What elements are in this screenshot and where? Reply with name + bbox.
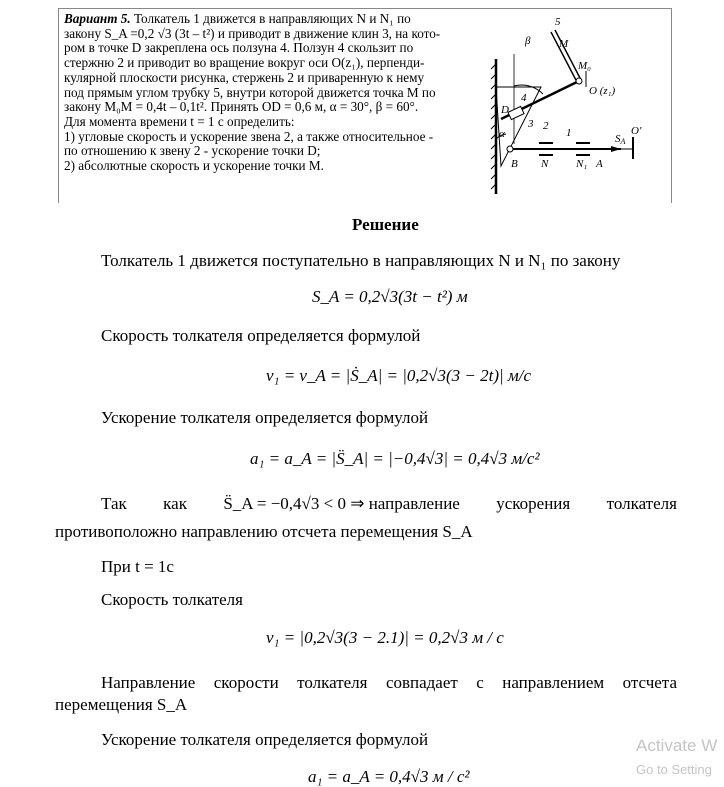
task-line: стержню 2 и приводит во вращение вокруг оси O(z₁), перпенди-	[64, 55, 425, 71]
word: S̈_A = −0,4√3 < 0 ⇒ направление	[223, 494, 460, 513]
formula-displacement: S_A = 0,2√3(3t − t²) м	[312, 287, 468, 306]
svg-text:N₁: N₁	[576, 158, 588, 170]
word: Так	[101, 494, 127, 513]
paragraph-justified	[101, 673, 677, 693]
task-line: по отношению к звену 2 - ускорение точки D;	[64, 143, 321, 159]
svg-text:3: 3	[528, 118, 534, 130]
svg-text:5: 5	[555, 16, 561, 28]
svg-text:1: 1	[566, 127, 572, 139]
paragraph: перемещения S_A	[55, 695, 188, 714]
task-line: ром в точке D закреплена ось ползуна 4. Ползун 4 скользит по	[64, 40, 414, 56]
task-line: под прямым углом трубку 5, внутри которой движется точка М по	[64, 84, 436, 100]
task-line: кулярной плоскости рисунка, стержень 2 и приваренную к нему	[64, 69, 425, 85]
word: направлением	[502, 673, 605, 692]
word: как	[163, 494, 187, 513]
task-line: 2) абсолютные скорость и ускорение точки M.	[64, 158, 324, 174]
mechanism-figure	[471, 9, 671, 199]
paragraph: Ускорение толкателя определяется формулой	[101, 730, 429, 749]
word: скорости	[213, 673, 279, 692]
task-line: 1) угловые скорость и ускорение звена 2, а также относительное -	[64, 128, 434, 144]
svg-text:N: N	[541, 158, 549, 170]
svg-text:O (z₁): O (z₁)	[589, 85, 616, 97]
activation-watermark-subtitle[interactable]: Go to Setting	[636, 762, 712, 777]
task-title: Вариант 5.	[64, 11, 131, 26]
activation-watermark-title: Activate W	[636, 736, 718, 755]
svg-text:2: 2	[543, 120, 549, 132]
word: отсчета	[622, 673, 677, 692]
solution-heading: Решение	[352, 215, 419, 234]
task-text	[64, 12, 474, 174]
svg-text:α: α	[499, 128, 505, 140]
svg-text:B: B	[511, 158, 518, 170]
paragraph-justified	[101, 494, 677, 514]
task-line: закону M₀M = 0,4t – 0,1t². Принять OD = 0,6 м, α = 30°, β = 60°.	[64, 99, 419, 115]
svg-text:D: D	[501, 104, 509, 116]
paragraph: При t = 1c	[101, 557, 174, 576]
formula-acceleration-value: a₁ = a_A = 0,4√3 м / c²	[308, 767, 470, 786]
svg-text:O': O'	[631, 125, 642, 137]
svg-text:β: β	[525, 35, 531, 47]
task-line: Толкатель 1 движется в направляющих N и N₁ по	[133, 11, 411, 26]
task-box	[58, 8, 672, 203]
word: толкателя	[297, 673, 368, 692]
formula-velocity: v₁ = v_A = |Ṡ_A| = |0,2√3(3 − 2t)| м/с	[266, 366, 532, 385]
word: Направление	[101, 673, 196, 692]
svg-text:M₀: M₀	[578, 60, 591, 72]
paragraph: Скорость толкателя определяется формулой	[101, 326, 421, 345]
word: с	[476, 673, 484, 692]
paragraph: Толкатель 1 движется поступательно в направляющих N и N₁ по закону	[101, 251, 621, 270]
task-line: Для момента времени t = 1 c определить:	[64, 113, 295, 129]
formula-velocity-value: v₁ = |0,2√3(3 − 2.1)| = 0,2√3 м / c	[266, 628, 504, 647]
word: совпадает	[385, 673, 458, 692]
svg-text:A: A	[596, 158, 603, 170]
svg-text:4: 4	[521, 92, 527, 104]
paragraph: Скорость толкателя	[101, 590, 243, 609]
paragraph: Ускорение толкателя определяется формулой	[101, 408, 429, 427]
task-line: закону S_A =0,2 √3 (3t – t²) и приводит в движение клин 3, на кото-	[64, 25, 441, 41]
svg-text:M: M	[559, 38, 569, 50]
svg-text:SA: SA	[615, 133, 626, 146]
paragraph: противоположно направлению отсчета перемещения S_A	[55, 522, 473, 541]
word: ускорения	[496, 494, 571, 513]
word: толкателя	[606, 494, 677, 513]
formula-acceleration: a₁ = a_A = |S̈_A| = |−0,4√3| = 0,4√3 м/с²	[250, 449, 540, 468]
